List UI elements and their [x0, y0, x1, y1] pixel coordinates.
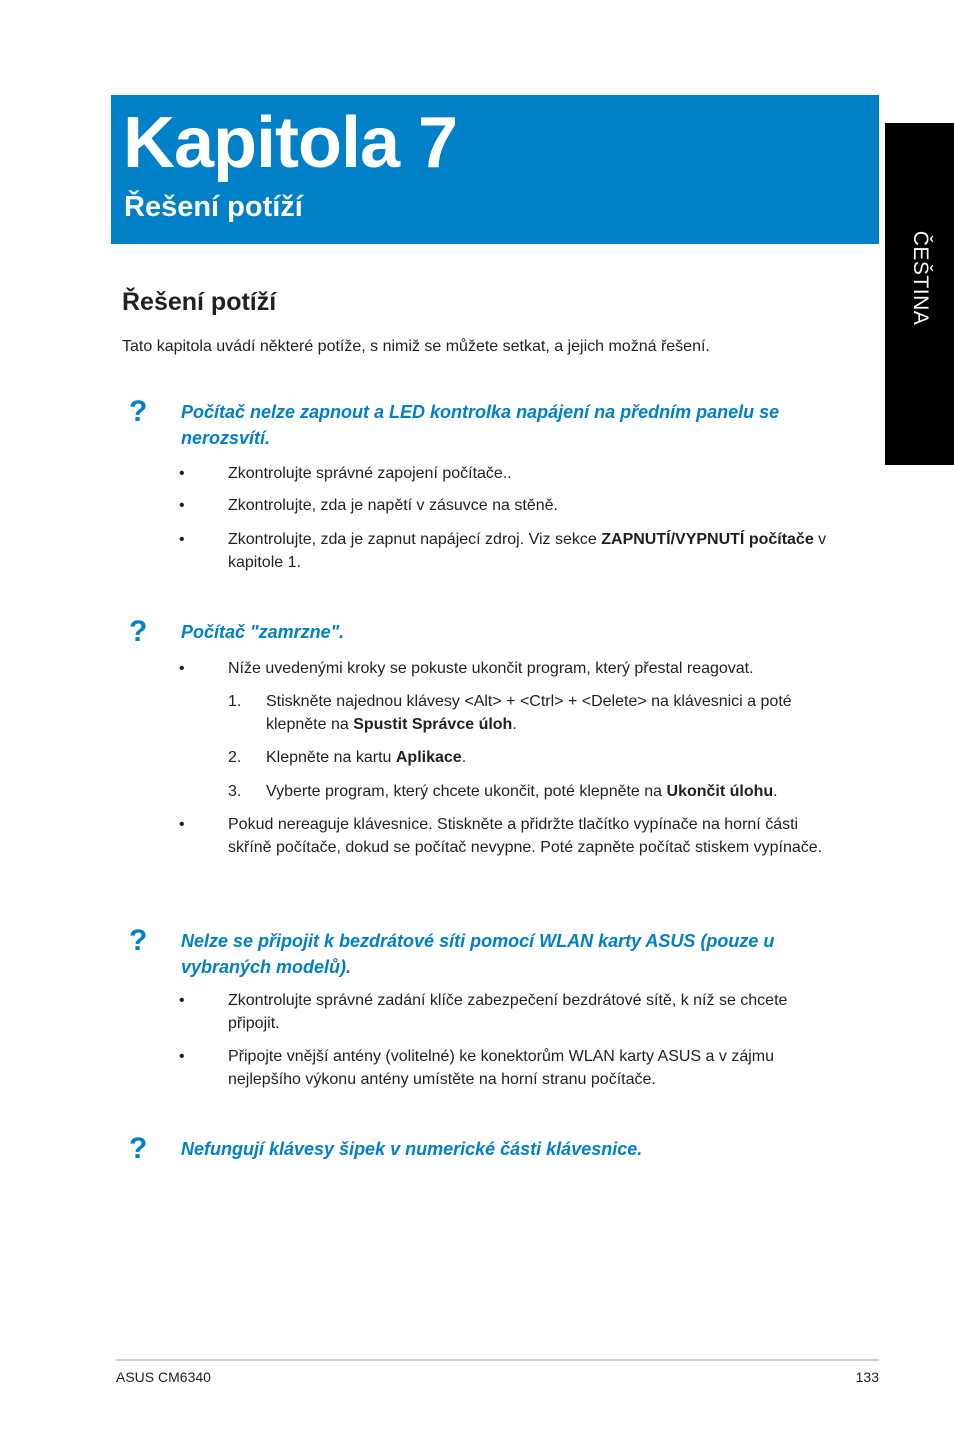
bullet-icon: •: [179, 660, 185, 677]
bullet-icon: •: [179, 465, 185, 482]
question-mark-icon: ?: [129, 615, 148, 648]
ui-term: Ukončit úlohu: [666, 783, 774, 800]
step-text: Klepněte na kartu Aplikace.: [266, 749, 467, 766]
question-mark-icon: ?: [129, 924, 148, 957]
bullet-icon: •: [179, 816, 185, 833]
list-item-text: Zkontrolujte správné zapojení počítače..: [228, 465, 512, 482]
list-item-text: Zkontrolujte, zda je napětí v zásuvce na stěně.: [228, 497, 558, 514]
bullet-icon: •: [179, 531, 185, 548]
step-number: 3.: [228, 783, 242, 800]
step-number: 1.: [228, 693, 242, 710]
list-item-text: Zkontrolujte správné zadání klíče zabezpečení bezdrátové sítě, k níž se chcete připojit.: [228, 992, 788, 1032]
list-item-text: Níže uvedenými kroky se pokuste ukončit program, který přestal reagovat.: [228, 660, 754, 677]
language-tab: [885, 123, 954, 465]
section-reference: ZAPNUTÍ/VYPNUTÍ počítače: [601, 531, 814, 548]
list-item-text: Připojte vnější antény (volitelné) ke konektorům WLAN karty ASUS a v zájmu nejlepšího výkonu antény umístěte na horní stranu počítače.: [228, 1048, 774, 1088]
question-mark-icon: ?: [129, 395, 148, 428]
ui-term: Spustit Správce úloh: [353, 716, 513, 733]
language-tab-label: ČEŠTINA: [908, 230, 932, 326]
chapter-banner: [111, 95, 879, 244]
question-text: Počítač "zamrzne".: [181, 622, 345, 642]
step-text: Vyberte program, který chcete ukončit, poté klepněte na Ukončit úlohu.: [266, 783, 778, 800]
bullet-icon: •: [179, 1048, 185, 1065]
step-text: Stiskněte najednou klávesy <Alt> + <Ctrl> + <Delete> na klávesnici a poté klepněte na Spustit Správce úloh.: [266, 693, 792, 733]
section-intro: Tato kapitola uvádí některé potíže, s nimiž se můžete setkat, a jejich možná řešení.: [122, 338, 710, 355]
footer-divider: [116, 1359, 879, 1361]
ui-term: Aplikace: [395, 749, 462, 766]
list-item-text: Pokud nereaguje klávesnice. Stiskněte a přidržte tlačítko vypínače na horní části skříně počítače, dokud se počítač nevypne. Poté zapněte počítač stiskem vypínače.: [228, 816, 823, 856]
chapter-title: Kapitola 7: [123, 103, 458, 183]
section-heading: Řešení potíží: [122, 288, 277, 316]
bullet-icon: •: [179, 497, 185, 514]
page-number: 133: [855, 1369, 879, 1385]
question-text: Počítač nelze zapnout a LED kontrolka napájení na předním panelu se nerozsvítí.: [181, 402, 780, 448]
bullet-icon: •: [179, 992, 185, 1009]
question-mark-icon: ?: [129, 1132, 148, 1165]
list-item-text: Zkontrolujte, zda je zapnut napájecí zdroj. Viz sekce ZAPNUTÍ/VYPNUTÍ počítače v kapitole 1.: [228, 531, 827, 571]
chapter-subtitle: Řešení potíží: [124, 191, 303, 223]
footer-product: ASUS CM6340: [116, 1369, 211, 1385]
step-number: 2.: [228, 749, 242, 766]
question-text: Nelze se připojit k bezdrátové síti pomocí WLAN karty ASUS (pouze u vybraných modelů).: [181, 931, 775, 977]
question-text: Nefungují klávesy šipek v numerické části klávesnice.: [181, 1139, 643, 1159]
